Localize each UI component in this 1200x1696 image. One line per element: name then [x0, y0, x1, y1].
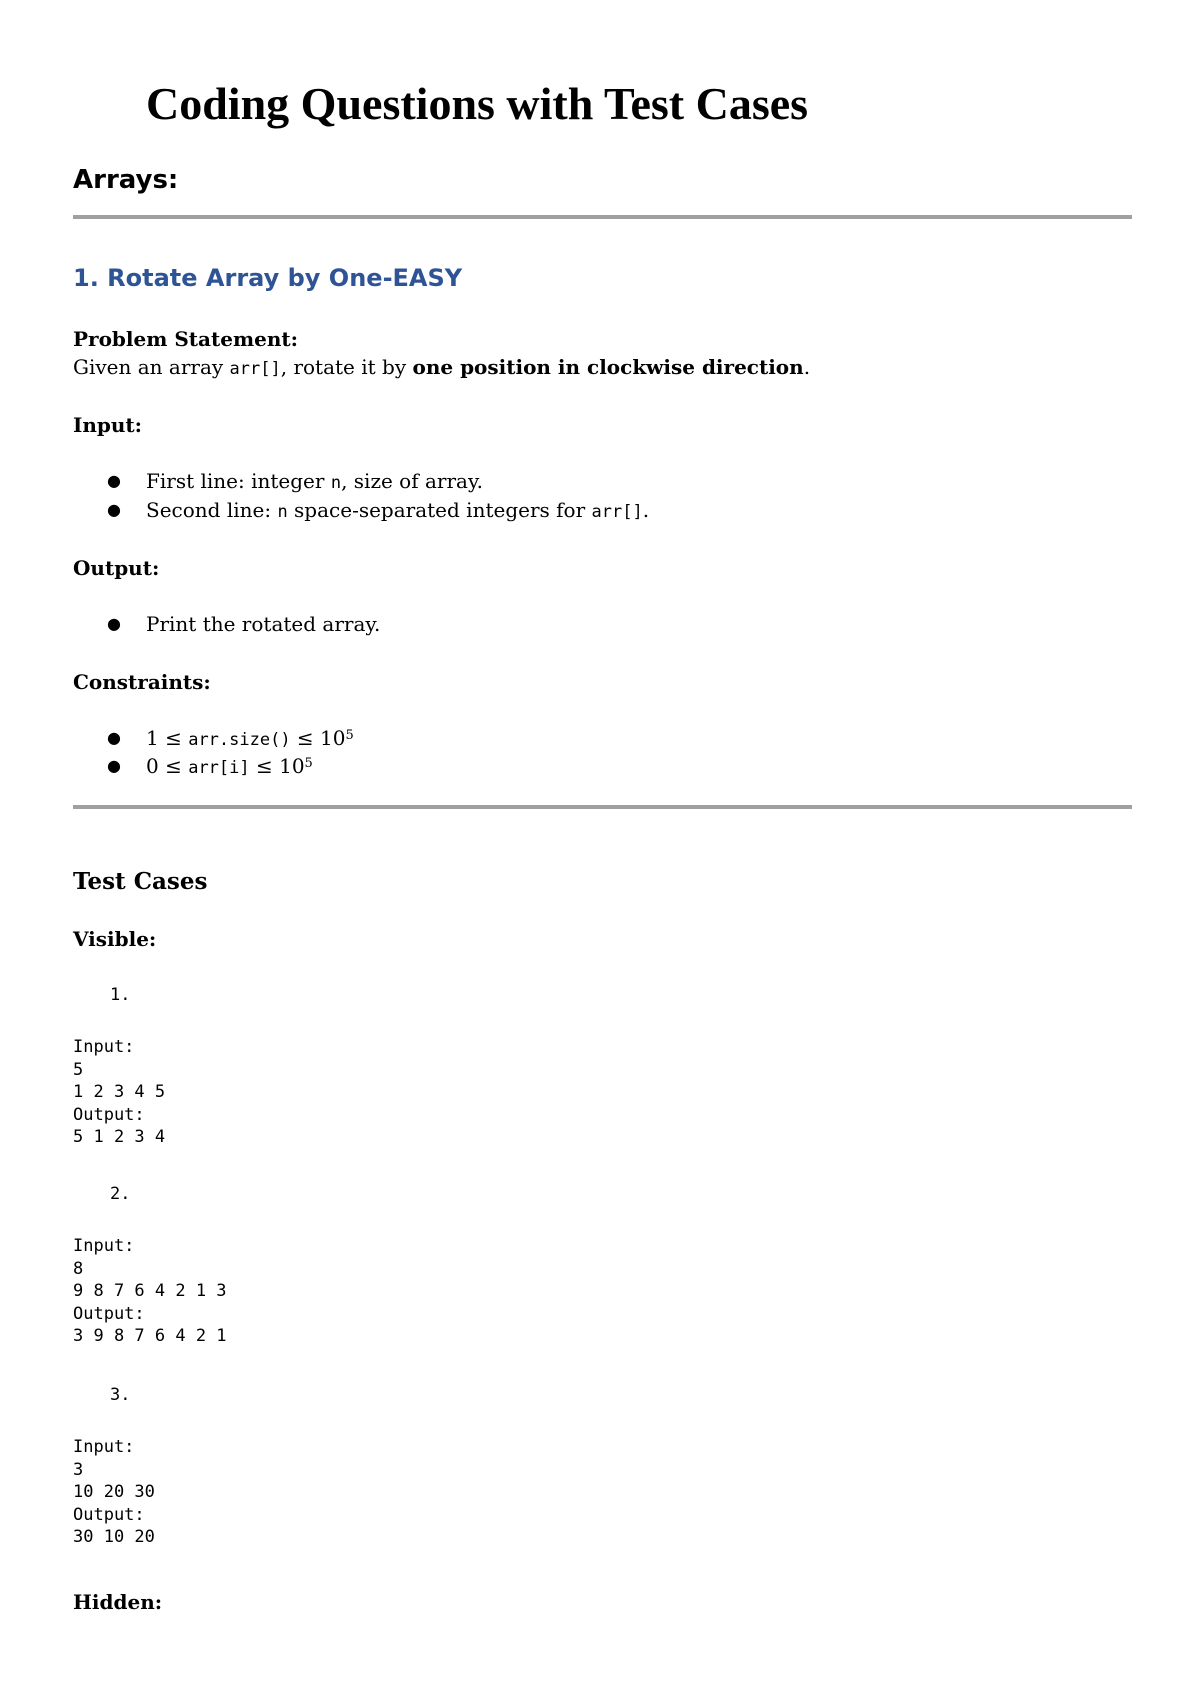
item-text: .: [642, 498, 650, 522]
test-output-label: Output:: [73, 1504, 145, 1525]
test-input-array: 10 20 30: [73, 1482, 155, 1502]
test-case-block: [73, 1235, 227, 1348]
test-output-value: 5 1 2 3 4: [73, 1127, 166, 1147]
divider: [73, 805, 1132, 809]
exponent: 5: [345, 728, 354, 743]
section-heading-arrays: Arrays:: [73, 165, 179, 195]
test-input-label: Input:: [73, 1236, 135, 1256]
item-text: Second line:: [146, 498, 278, 522]
constraint-text: ≤ 10: [290, 726, 346, 750]
bullet-icon: ●: [107, 728, 121, 747]
test-input-label: Input:: [73, 1437, 135, 1457]
item-text: space-separated integers for: [287, 498, 592, 522]
inline-code: arr[i]: [188, 758, 250, 778]
constraints-label: Constraints:: [73, 670, 211, 694]
item-text: , size of array.: [341, 469, 483, 493]
test-output-label: Output:: [73, 1303, 145, 1324]
inline-code: arr[]: [591, 502, 643, 522]
constraint-item: [146, 724, 354, 754]
test-case-number: 3.: [110, 1385, 131, 1405]
test-case-block: [73, 1436, 155, 1549]
bullet-icon: ●: [107, 756, 121, 775]
test-case-number: 2.: [110, 1184, 131, 1204]
statement-text: .: [803, 355, 811, 379]
test-input-n: 5: [73, 1059, 84, 1080]
inline-code: n: [277, 502, 288, 522]
test-case-number: 1.: [110, 985, 131, 1005]
input-label: Input:: [73, 413, 143, 437]
inline-code: n: [330, 473, 342, 493]
input-item: [146, 467, 483, 497]
test-cases-heading: Test Cases: [73, 868, 208, 895]
bullet-icon: ●: [107, 614, 121, 633]
document-title: Coding Questions with Test Cases: [146, 78, 809, 129]
test-input-n: 8: [73, 1258, 84, 1279]
item-text: First line: integer: [146, 469, 331, 493]
statement-text: , rotate it by: [280, 355, 413, 379]
constraint-item: [146, 752, 313, 782]
hidden-label: Hidden:: [73, 1590, 163, 1614]
bullet-icon: ●: [107, 500, 121, 519]
test-output-value: 3 9 8 7 6 4 2 1: [73, 1326, 227, 1346]
test-input-array: 1 2 3 4 5: [73, 1082, 166, 1102]
test-input-label: Input:: [73, 1037, 135, 1057]
test-input-n: 3: [73, 1459, 84, 1480]
divider: [73, 215, 1132, 219]
statement-emphasis: one position in clockwise direction: [412, 355, 804, 379]
constraint-text: 1 ≤: [146, 726, 189, 750]
question-heading: 1. Rotate Array by One-EASY: [73, 264, 463, 292]
output-item: Print the rotated array.: [146, 612, 381, 636]
test-output-label: Output:: [73, 1104, 145, 1125]
visible-label: Visible:: [73, 927, 157, 951]
exponent: 5: [304, 756, 313, 771]
problem-statement-label: Problem Statement:: [73, 327, 298, 351]
inline-code: arr[]: [229, 359, 281, 379]
input-item: [146, 496, 649, 526]
test-output-value: 30 10 20: [73, 1527, 155, 1547]
statement-text: Given an array: [73, 355, 230, 379]
bullet-icon: ●: [107, 471, 121, 490]
test-input-array: 9 8 7 6 4 2 1 3: [73, 1281, 227, 1301]
test-case-block: [73, 1036, 165, 1149]
problem-statement-text: [73, 353, 810, 383]
inline-code: arr.size(): [188, 730, 291, 750]
constraint-text: 0 ≤: [146, 754, 189, 778]
constraint-text: ≤ 10: [249, 754, 305, 778]
output-label: Output:: [73, 556, 160, 580]
